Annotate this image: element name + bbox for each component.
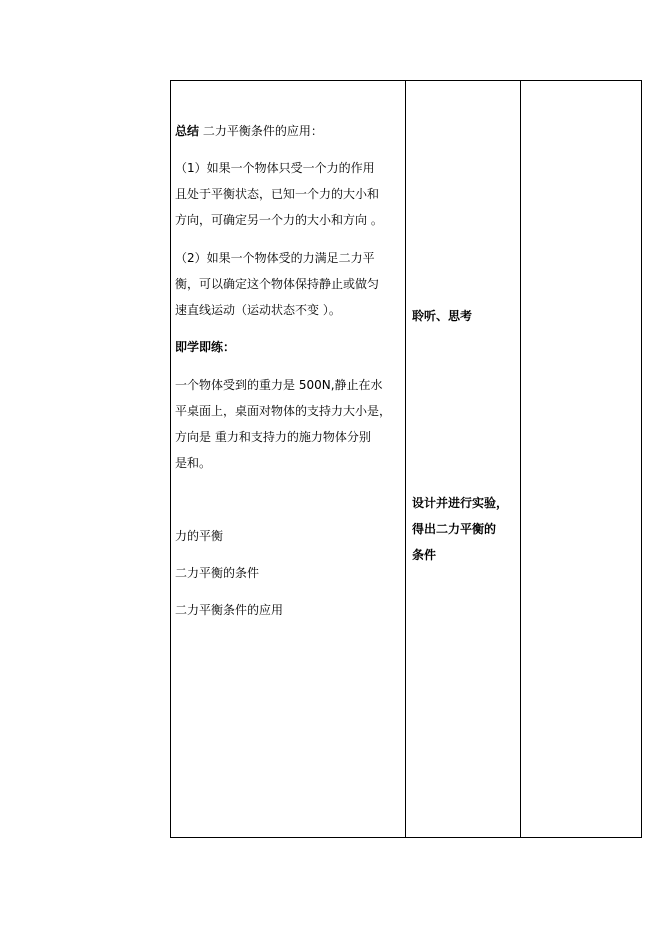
point2-line2: 衡，可以确定这个物体保持静止或做匀	[175, 277, 380, 291]
outline-item-force-balance: 力的平衡	[175, 529, 224, 543]
point2-line1: （2）如果一个物体受的力满足二力平	[175, 251, 375, 265]
student-activity-experiment	[412, 490, 520, 568]
summary-title: 总结	[175, 124, 200, 138]
practice-line4: 是和。	[175, 456, 212, 470]
student-activity-listen: 聆听、思考	[412, 309, 473, 323]
column-divider-1	[405, 81, 406, 837]
lesson-table	[170, 80, 642, 838]
point1-line2: 且处于平衡状态，已知一个力的大小和	[175, 187, 380, 201]
practice-line3: 方向是 重力和支持力的施力物体分别	[175, 430, 371, 444]
practice-title: 即学即练：	[175, 340, 236, 354]
experiment-line2: 得出二力平衡的	[412, 522, 497, 536]
practice-line1: 一个物体受到的重力是 500N,静止在水	[175, 378, 383, 392]
outline-item-application: 二力平衡条件的应用	[175, 603, 284, 617]
experiment-line3: 条件	[412, 548, 437, 562]
summary-heading	[175, 118, 405, 144]
point1-line3: 方向，可确定另一个力的大小和方向 。	[175, 213, 383, 227]
summary-subtitle: 二力平衡条件的应用：	[202, 124, 323, 138]
point2-line3: 速直线运动（运动状态不变 ）。	[175, 303, 341, 317]
point1-line1: （1）如果一个物体只受一个力的作用	[175, 161, 375, 175]
column-divider-2	[520, 81, 521, 837]
practice-line2: 平桌面上，桌面对物体的支持力大小是，	[175, 404, 392, 418]
outline-item-conditions: 二力平衡的条件	[175, 566, 260, 580]
experiment-line1: 设计并进行实验，	[412, 496, 509, 510]
